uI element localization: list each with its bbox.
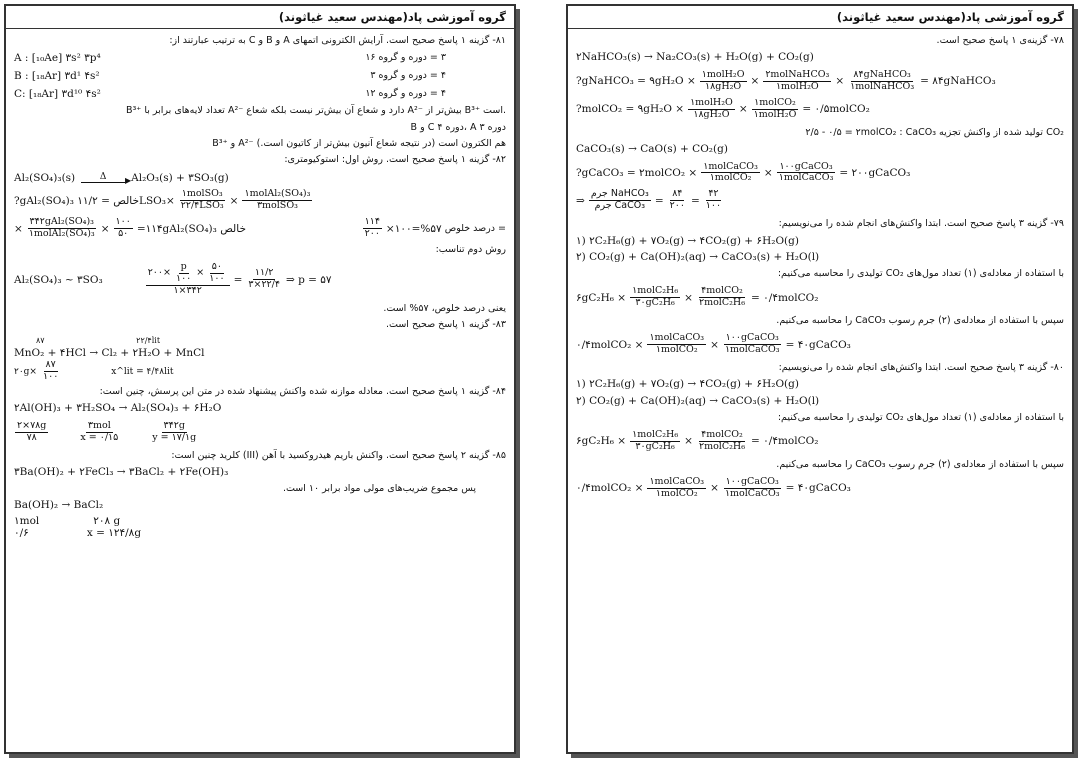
q78-reaction2: CaCO₃(s) → CaO(s) + CO₂(g) xyxy=(576,142,728,155)
fraction: $\frac{\text{۴molCO₂}}{\text{۲molC₂H₆}}$ xyxy=(698,428,746,452)
q79-note2: سپس با استفاده از معادله‌ی (۲) جرم رسوب CaCO₃ را محاسبه می‌کنیم. xyxy=(776,314,1064,326)
q82-reactant: Al₂(SO₄)₃(s) xyxy=(14,172,76,185)
q83-top-labels: ۸۷ ۲۲/۴lit xyxy=(36,335,161,345)
fraction: $\frac{\text{۱molC₂H₆}}{\text{۳۰gC₂H₆}}$ xyxy=(632,428,679,452)
q81-config-b: B : [₁₈Ar] ۳d¹ ۴s² xyxy=(14,69,100,82)
q82-calc2: × $\frac{\text{۳۴۲gAl₂(SO₄)₃}}{\text{۱molAl₂(SO₄)₃}}$ × $\frac{۱۰۰}{۵۰}$ =۱۱۴gAl₂(SO₄)₃ خالص xyxy=(14,216,246,240)
q83-result: x^lit = ۴/۴۸lit xyxy=(111,366,174,377)
q80-r1: ۱) ۲C₂H₆(g) + ۷O₂(g) → ۴CO₂(g) + ۶H₂O(g) xyxy=(576,378,799,391)
q84-reaction: ۲Al(OH)₃ + ۳H₂SO₄ → Al₂(SO₄)₃ + ۶H₂O xyxy=(14,402,222,415)
page-header: گروه آموزشی پاد(مهندس سعید غیاثوند) xyxy=(6,6,514,29)
q85-intro: ۸۵- گزینه ۲ پاسخ صحیح است. واکنش باریم هیدروکسید با آهن (III) کلرید چنین است: xyxy=(171,450,506,462)
q78-reaction: ۲NaHCO₃(s) → Na₂CO₃(s) + H₂O(g) + CO₂(g) xyxy=(576,51,814,64)
fraction: $\frac{۱۰۰}{۵۰}$ xyxy=(115,216,131,240)
q82-proportion: Al₂(SO₄)₃ ~ ۳SO₃ ۲۰۰× $\frac{p}{۱۰۰}$ × $\frac{۵۰}{۱۰۰}$ ۱×۳۴۲ = $\frac{۱۱/۲}{۳\times ۲۲/۴}$ ⇒ p = ۵۷ xyxy=(14,261,332,297)
fraction: $\frac{\text{۱molH₂O}}{\text{۱۸gH₂O}}$ xyxy=(701,68,745,92)
q82-products: Al₂O₃(s) + ۳SO₃(g) xyxy=(131,172,229,185)
q79-r1: ۱) ۲C₂H₆(g) + ۷O₂(g) → ۴CO₂(g) + ۶H₂O(g) xyxy=(576,234,799,247)
fraction: $\frac{۱۱۴}{۲۰۰}$ xyxy=(364,216,380,240)
q82-calc1: ?gAl₂(SO₄)₃ خالص = ۱۱/۲LSO₃× $\frac{\text{۱molSO₃}}{\text{۲۲/۴LSO₃}}$ × $\frac{\text{۱molAl₂(SO₄)₃}}{\text{۳molSO₃}}$ xyxy=(14,188,311,212)
fraction: $\frac{\text{۱۰۰gCaCO₃}}{\text{۱molCaCO₃}}$ xyxy=(724,476,780,499)
fraction: $\frac{۳۴۲g}{y = ۱۷/۱g}$ xyxy=(152,420,197,444)
fraction: $\frac{\text{۱molCaCO₃}}{\text{۱molCO₂}}$ xyxy=(703,160,758,184)
q79-note1: با استفاده از معادله‌ی (۱) تعداد مول‌های CO₂ تولیدی را محاسبه می‌کنیم: xyxy=(777,267,1064,279)
q81-line-c xyxy=(14,87,506,102)
q78-line3: ۲/۵ - ۰/۵ = ۲molCO₂ : CaCO₃ تولید شده از واکنش تجزیه CO₂ xyxy=(805,126,1064,138)
q78-calc2: ?molCO₂ = ۹gH₂O × $\frac{\text{۱molH₂O}}{\text{۱۸gH₂O}}$ × $\frac{\text{۱molCO₂}}{\text{۱molH₂O}}$ = ۰/۵molCO₂ xyxy=(576,96,870,120)
fraction: $\frac{\text{۱molCaCO₃}}{\text{۱molCO₂}}$ xyxy=(649,476,705,499)
fraction: $\frac{\text{۱molAl₂(SO₄)₃}}{\text{۳molSO₃}}$ xyxy=(244,188,311,212)
q81-line-b xyxy=(14,69,506,84)
fraction: $\frac{\text{۱molCO₂}}{\text{۱molH₂O}}$ xyxy=(753,96,797,120)
q82-prop-left: Al₂(SO₄)₃ ~ ۳SO₃ xyxy=(14,273,103,286)
q78-ratio: ⇒ $\frac{\text{جرم NaHCO₃}}{\text{جرم CaCO₃}}$ = $\frac{۸۴}{۲۰۰}$ = $\frac{۴۲}{۱۰۰}$ xyxy=(576,188,722,212)
fraction: $\frac{۲\times ۷۸g}{۷۸}$ xyxy=(17,420,47,444)
q81-desc-a: ۳ = دوره و گروه ۱۶ xyxy=(365,52,446,64)
fraction: $\frac{\text{۲molNaHCO₃}}{\text{۱molH₂O}}$ xyxy=(765,68,830,92)
fraction: $\frac{۱۱/۲}{۳\times ۲۲/۴}$ xyxy=(248,267,280,291)
q82-calc1-lhs: ?gAl₂(SO₄)₃ خالص = ۱۱/۲LSO₃× xyxy=(14,194,175,207)
q81-intro: ۸۱- گزینه ۱ پاسخ صحیح است. آرایش الکترونی اتمهای A و B و C به ترتیب عبارتند از: xyxy=(169,35,506,46)
q80-note2: سپس با استفاده از معادله‌ی (۲) جرم رسوب CaCO₃ را محاسبه می‌کنیم. xyxy=(776,458,1064,470)
q80-calc2: ۰/۴molCO₂ × $\frac{\text{۱molCaCO₃}}{\text{۱molCO₂}}$ × $\frac{\text{۱۰۰gCaCO₃}}{\text{۱molCaCO₃}}$ = ۴۰gCaCO₃ xyxy=(576,476,851,499)
heat-label: Δ xyxy=(99,172,107,183)
q81-note3: B³⁺ و A²⁻ هم الکترون است (در نتیجه شعاع آنیون بیش‌تر از کاتیون است.) xyxy=(212,137,506,149)
q78-calc1: ?gNaHCO₃ = ۹gH₂O × $\frac{\text{۱molH₂O}}{\text{۱۸gH₂O}}$ × $\frac{\text{۲molNaHCO₃}}{\text{۱molH₂O}}$ × $\frac{\text{۸۴gNaHCO₃}}{\text{۱molNaHCO₃}}$ = ۸۴gNaHCO₃ xyxy=(576,68,996,92)
fraction: $\frac{۸۴}{۲۰۰}$ xyxy=(669,188,685,212)
q81-desc-c: ۴ = دوره و گروه ۱۲ xyxy=(365,87,446,99)
q81-note2: B و C دوره ۴، A دوره ۳ xyxy=(410,121,506,133)
q84-fractions xyxy=(14,421,506,444)
q81-note1: B³⁺ تعداد لایه‌های برابر با A²⁻ دارد و شعاع آن بیش‌تر نیست بلکه شعاع A²⁻ بیش‌تر از B³⁺ است. xyxy=(125,105,506,117)
q83-bottom: ۲۰g× $\frac{۸۷}{۱۰۰}$ x^lit = ۴/۴۸lit xyxy=(14,359,174,383)
purity-label: درصد خلوص = xyxy=(444,223,506,235)
heat-arrow-icon xyxy=(81,173,125,183)
q85-line2: ۱mol ۲۰۸ g xyxy=(14,514,121,527)
q82-intro: ۸۲- گزینه ۱ پاسخ صحیح است. روش اول: استوکیومتری: xyxy=(284,154,506,166)
implies-arrow-icon: ⇒ xyxy=(576,194,585,207)
q79-r2: ۲) CO₂(g) + Ca(OH)₂(aq) → CaCO₃(s) + H₂O(l) xyxy=(576,251,820,264)
q81-config-c: C: [₁₈Ar] ۳d¹⁰ ۴s² xyxy=(14,87,101,100)
q84-intro: ۸۴- گزینه ۱ پاسخ صحیح است. معادله موازنه شده واکنش پیشنهاد شده در متن این پرسش، چنین است: xyxy=(99,386,506,398)
fraction: $\frac{\text{۳mol}}{x = ۰/۱۵}$ xyxy=(80,420,119,444)
q79-calc1: ۶gC₂H₆ × $\frac{\text{۱molC₂H₆}}{\text{۳۰gC₂H₆}}$ × $\frac{\text{۴molCO₂}}{\text{۲molC₂H₆}}$ = ۰/۴molCO₂ xyxy=(576,285,819,309)
q83-reaction: MnO₂ + ۴HCl → Cl₂ + ۲H₂O + MnCl xyxy=(14,346,205,359)
q79-intro: ۷۹- گزینه ۳ پاسخ صحیح است. ابتدا واکنش‌های انجام شده را می‌نویسیم: xyxy=(778,218,1064,230)
q78-intro: ۷۸- گزینه‌ی ۱ پاسخ صحیح است. xyxy=(936,35,1064,46)
q82-calc2-row xyxy=(14,217,506,240)
q78-calc3: ?gCaCO₃ = ۲molCO₂ × $\frac{\text{۱molCaCO₃}}{\text{۱molCO₂}}$ × $\frac{\text{۱۰۰gCaCO₃}}{\text{۱molCaCO₃}}$ = ۲۰۰gCaCO₃ xyxy=(576,160,911,184)
q82-method2: روش دوم تناسب: xyxy=(435,244,506,255)
page-header: گروه آموزشی پاد(مهندس سعید غیاثوند) xyxy=(568,6,1072,29)
fraction: $\frac{\text{۳۴۲gAl₂(SO₄)₃}}{\text{۱molAl₂(SO₄)₃}}$ xyxy=(28,216,95,240)
fraction: $\frac{\text{جرم NaHCO₃}}{\text{جرم CaCO₃}}$ xyxy=(590,188,649,212)
q82-purity: $\frac{۱۱۴}{۲۰۰}$ ×۱۰۰=%۵۷ درصد خلوص = xyxy=(364,216,506,240)
q81-config-a: A : [₁₀Ae] ۳s² ۳p⁴ xyxy=(14,52,101,65)
q80-calc1: ۶gC₂H₆ × $\frac{\text{۱molC₂H₆}}{\text{۳۰gC₂H₆}}$ × $\frac{\text{۴molCO₂}}{\text{۲molC₂H₆}}$ = ۰/۴molCO₂ xyxy=(576,428,819,452)
q85-line1: Ba(OH)₂ → BaCl₂ xyxy=(14,499,104,512)
q85-line3: ۰/۶ x = ۱۲۴/۸g xyxy=(14,526,142,539)
fraction: $\frac{\text{۱۰۰gCaCO₃}}{\text{۱molCaCO₃}}$ xyxy=(778,160,834,184)
left-page xyxy=(4,4,516,754)
fraction: ۲۰۰× $\frac{p}{۱۰۰}$ × $\frac{۵۰}{۱۰۰}$ ۱×۳۴۲ xyxy=(146,262,230,297)
fraction: $\frac{\text{۱۰۰gCaCO₃}}{\text{۱molCaCO₃}}$ xyxy=(724,332,780,356)
fraction: $\frac{\text{۸۴gNaHCO₃}}{\text{۱molNaHCO₃}}$ xyxy=(850,68,915,92)
q80-intro: ۸۰- گزینه ۳ پاسخ صحیح است. ابتدا واکنش‌های انجام شده را می‌نویسیم: xyxy=(778,362,1064,374)
q80-note1: با استفاده از معادله‌ی (۱) تعداد مول‌های CO₂ تولیدی را محاسبه می‌کنیم: xyxy=(777,411,1064,423)
q85-reaction: ۳Ba(OH)₂ + ۲FeCl₃ → ۳BaCl₂ + ۲Fe(OH)₃ xyxy=(14,466,229,479)
q83-intro: ۸۳- گزینه ۱ پاسخ صحیح است. xyxy=(385,319,506,331)
q82-calc2-rhs: =۱۱۴gAl₂(SO₄)₃ خالص xyxy=(136,222,246,235)
fraction: $\frac{\text{۴molCO₂}}{\text{۲molC₂H₆}}$ xyxy=(698,285,746,309)
q81-line-a xyxy=(14,51,506,66)
q82-reaction xyxy=(14,172,506,184)
fraction: $\frac{۴۲}{۱۰۰}$ xyxy=(705,188,722,212)
q80-r2: ۲) CO₂(g) + Ca(OH)₂(aq) → CaCO₃(s) + H₂O(l) xyxy=(576,395,820,407)
fraction: $\frac{\text{۱molSO₃}}{\text{۲۲/۴LSO₃}}$ xyxy=(180,188,224,212)
q82-prop-result: ⇒ p = ۵۷ xyxy=(285,273,332,286)
fraction: $\frac{\text{۱molCaCO₃}}{\text{۱molCO₂}}$ xyxy=(649,332,705,356)
q79-calc2: ۰/۴molCO₂ × $\frac{\text{۱molCaCO₃}}{\text{۱molCO₂}}$ × $\frac{\text{۱۰۰gCaCO₃}}{\text{۱molCaCO₃}}$ = ۴۰gCaCO₃ xyxy=(576,332,851,356)
q81-desc-b: ۴ = دوره و گروه ۳ xyxy=(370,70,446,82)
right-page xyxy=(566,4,1074,754)
q82-conclusion: یعنی درصد خلوص، ۵۷% است. xyxy=(383,303,506,315)
fraction: $\frac{۸۷}{۱۰۰}$ xyxy=(42,359,59,383)
fraction: $\frac{\text{۱molH₂O}}{\text{۱۸gH₂O}}$ xyxy=(690,96,733,120)
q85-sum-note: پس مجموع ضریب‌های مولی مواد برابر ۱۰ است. xyxy=(282,482,476,494)
fraction: $\frac{\text{۱molC₂H₆}}{\text{۳۰gC₂H₆}}$ xyxy=(632,285,679,309)
